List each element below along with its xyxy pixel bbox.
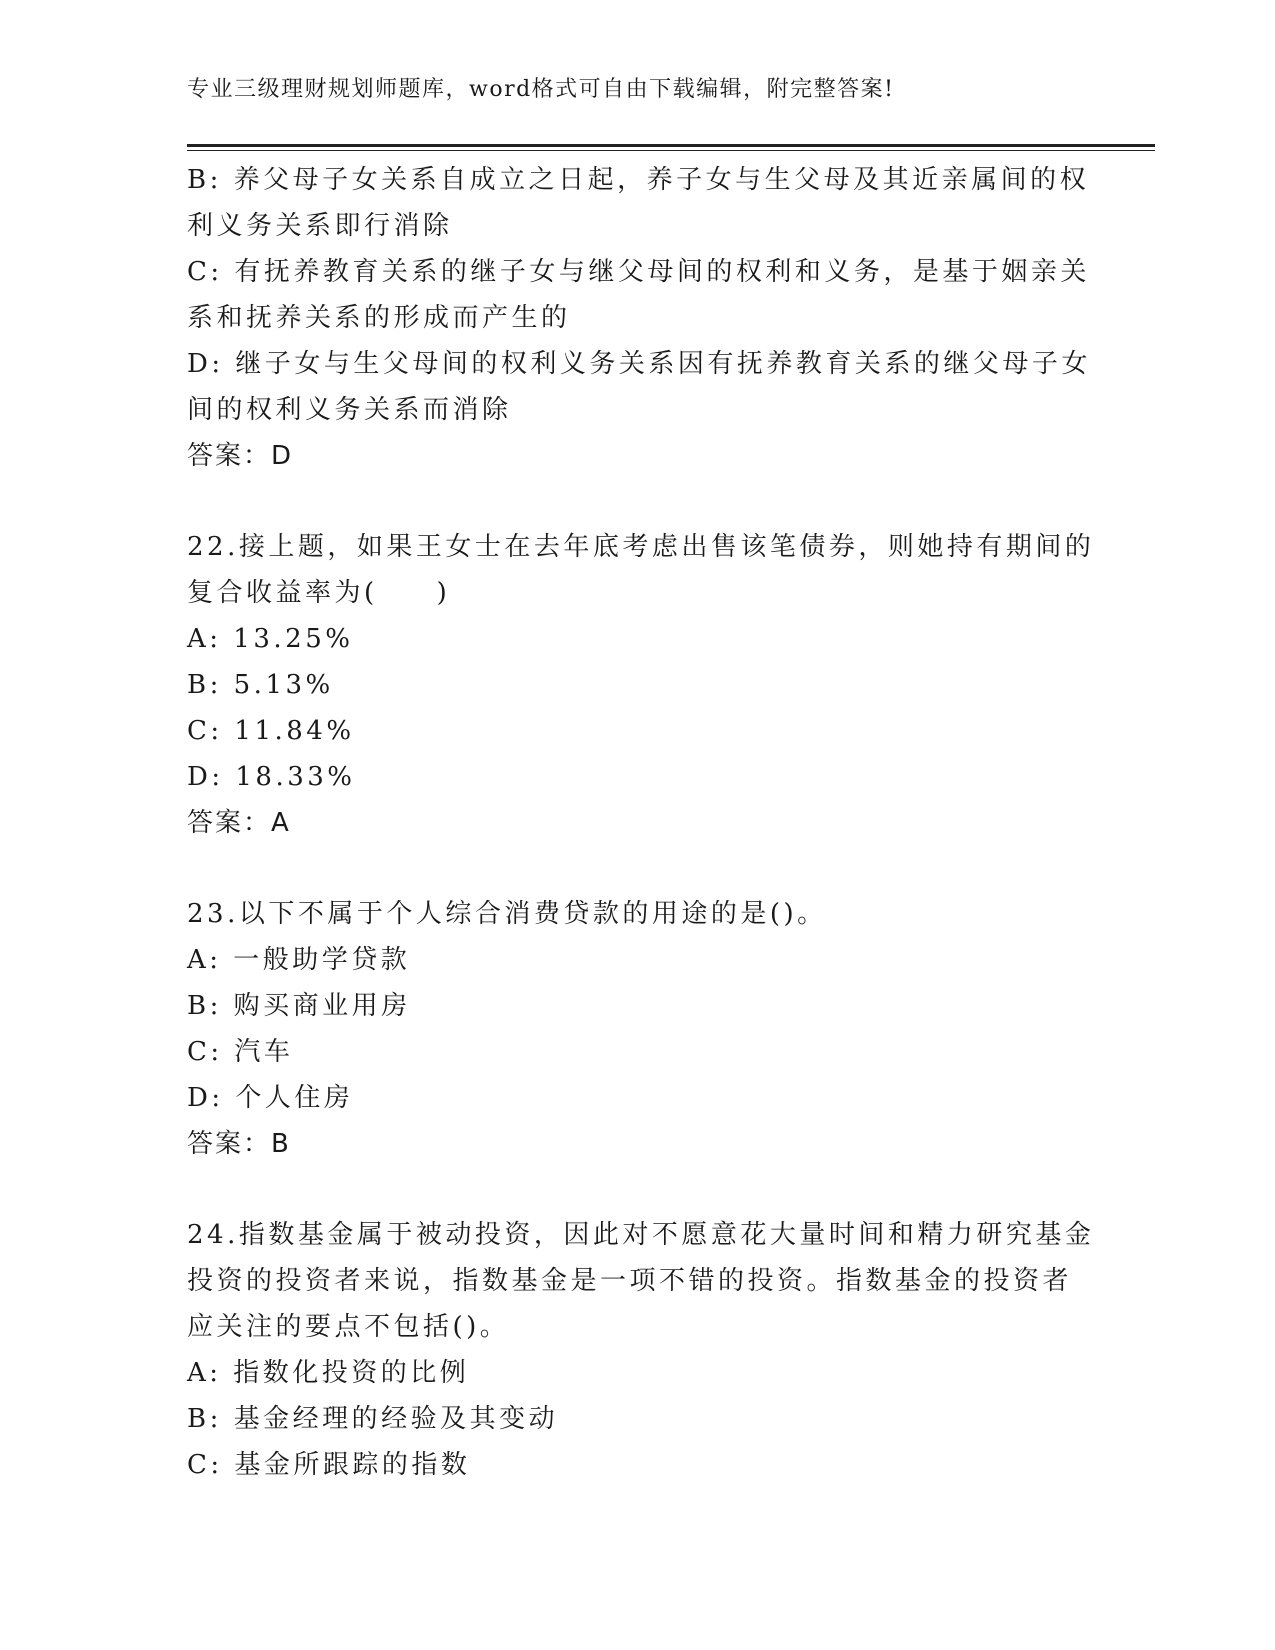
option-b: B: 购买商业用房	[187, 991, 411, 1021]
question-stem-line-1: 23.以下不属于个人综合消费贷款的用途的是()。	[187, 899, 827, 929]
option-d: D: 个人住房	[187, 1083, 354, 1113]
answer: 答案：D	[187, 441, 294, 471]
question-stem-line-3: 应关注的要点不包括()。	[187, 1312, 510, 1342]
option-c-line-2: 系和抚养关系的形成而产生的	[187, 303, 571, 333]
question-stem-line-1: 24.指数基金属于被动投资，因此对不愿意花大量时间和精力研究基金	[187, 1220, 1095, 1250]
option-b-line-1: B: 养父母子女关系自成立之日起，养子女与生父母及其近亲属间的权	[187, 165, 1090, 195]
page-header: 专业三级理财规划师题库，word格式可自由下载编辑，附完整答案!	[187, 77, 895, 102]
option-c: C: 基金所跟踪的指数	[187, 1450, 471, 1480]
spacer	[187, 479, 1087, 524]
option-b-line-2: 利义务关系即行消除	[187, 211, 453, 241]
spacer	[187, 1167, 1087, 1212]
option-c: C: 汽车	[187, 1037, 294, 1067]
header-rule-thick	[187, 144, 1155, 147]
option-a: A: 指数化投资的比例	[187, 1358, 470, 1388]
question-stem-line-2: 复合收益率为( )	[187, 578, 451, 608]
option-c-line-1: C: 有抚养教育关系的继子女与继父母间的权利和义务，是基于姻亲关	[187, 257, 1090, 287]
option-a: A: 13.25%	[187, 624, 354, 654]
question-22	[187, 524, 1095, 846]
option-d: D: 18.33%	[187, 762, 356, 792]
option-d-line-2: 间的权利义务关系而消除	[187, 395, 512, 425]
question-stem-line-1: 22.接上题，如果王女士在去年底考虑出售该笔债券，则她持有期间的	[187, 532, 1095, 562]
header-rule-thin	[187, 150, 1155, 151]
question-23	[187, 891, 1087, 1167]
question-21	[187, 157, 1091, 479]
option-c: C: 11.84%	[187, 716, 355, 746]
option-b: B: 5.13%	[187, 670, 334, 700]
answer: 答案：B	[187, 1129, 291, 1159]
document-body	[187, 157, 1095, 1488]
answer: 答案：A	[187, 808, 291, 838]
option-a: A: 一般助学贷款	[187, 945, 411, 975]
option-d-line-1: D: 继子女与生父母间的权利义务关系因有抚养教育关系的继父母子女	[187, 349, 1091, 379]
question-stem-line-2: 投资的投资者来说，指数基金是一项不错的投资。指数基金的投资者	[187, 1266, 1073, 1296]
question-24	[187, 1212, 1095, 1488]
option-b: B: 基金经理的经验及其变动	[187, 1404, 559, 1434]
spacer	[187, 846, 1087, 891]
